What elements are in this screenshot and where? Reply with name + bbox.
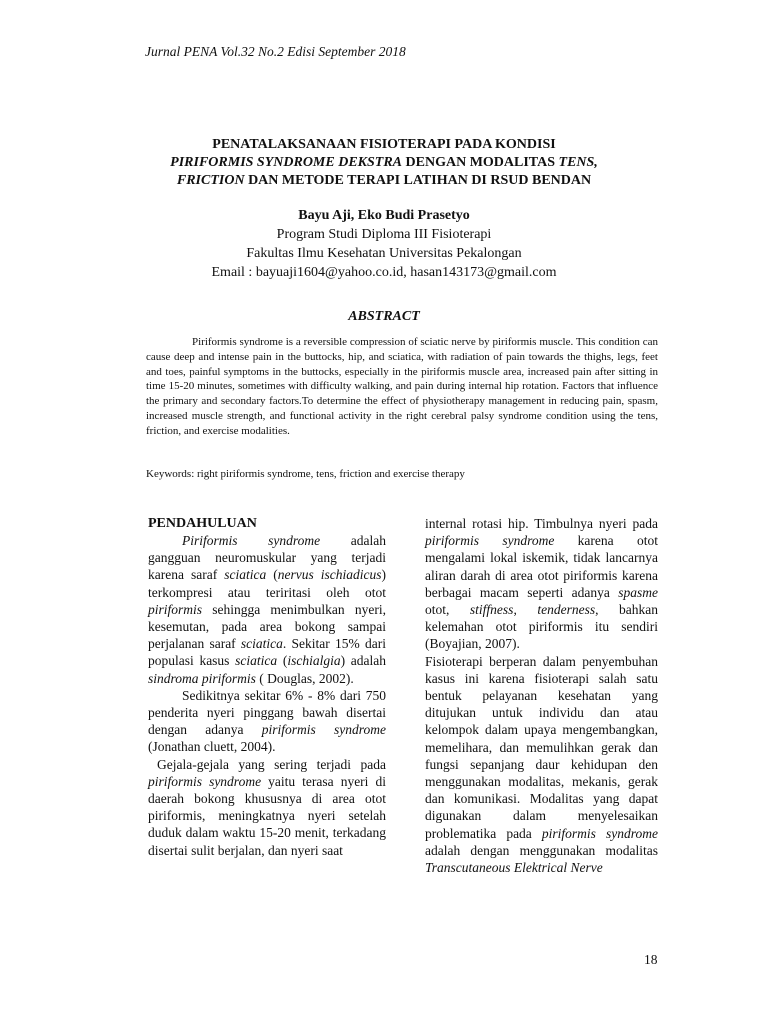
italic-term: nervus ischiadicus (277, 567, 382, 583)
text-run: (Jonathan cluett, 2004). (148, 739, 276, 755)
page-number: 18 (644, 952, 658, 967)
text-run: ) terkompresi atau teriritasi oleh otot (148, 567, 386, 600)
italic-term: ischialgia (287, 653, 341, 669)
text-run: , bahkan kelemahan otot piriformis itu sendiri (Boyajian, 2007). (425, 602, 659, 652)
paper-title (120, 136, 648, 190)
title-line-3 (120, 172, 648, 190)
text-run: ) adalah (340, 653, 386, 669)
italic-term: piriformis syndrome (425, 533, 555, 549)
abstract-body: Piriformis syndrome is a reversible compression of sciatic nerve by piriformis muscle. This condition can cause deep and intense pain in the buttocks, hip, and sciatica, with radiation of pain towards the thighs, legs, feet and toes, painful symptoms in the buttocks, especially in the piriformis muscle area, increased pain after sitting in time 15-20 minutes, sometimes with difficulty walking, and pain during internal hip rotation. Factors that influence the primary and secondary factors.To determine the effect of physiotherapy management in reducing pain, spasm, increased muscle strength, and functional activity in the right cerebral palsy syndrome condition using the tens, friction, and exercise modalities. (146, 336, 658, 437)
text-run: otot, (425, 602, 470, 618)
author-email: Email : bayuaji1604@yahoo.co.id, hasan143173@gmail.com (211, 265, 557, 280)
text-run: Fisioterapi berperan dalam penyembuhan kasus ini karena fisioterapi salah satu bentuk pelayanan kesehatan yang ditujukan untuk individu dan atau kelompok dalam upaya mengembangkan, memelihara, dan memulihkan gerak dan fungsi sepanjang daur kehidupan den menggunakan modalitas, mekanis, gerak dan komunikasi. Modalitas yang dapat digunakan dalam menyelesaikan problematika pada (425, 653, 658, 841)
italic-term: Transcutaneous Elektrical Nerve (425, 860, 603, 876)
title-italic-part: FRICTION (176, 173, 245, 188)
italic-term: piriformis syndrome (261, 722, 386, 738)
text-run: internal rotasi hip. Timbulnya nyeri pada (425, 516, 658, 531)
text-run: adalah gangguan neuromuskular yang terjadi karena saraf (148, 533, 386, 583)
journal-header: Jurnal PENA Vol.32 No.2 Edisi September 2018 (145, 44, 406, 59)
italic-term: stiffness (469, 602, 514, 618)
body-paragraph (425, 653, 658, 877)
italic-term: sindroma piriformis (148, 670, 256, 686)
text-run: sehingga menimbulkan nyeri, kesemutan, pada area bokong sampai perjalanan saraf (148, 601, 386, 652)
italic-term: piriformis syndrome (541, 825, 658, 841)
italic-term: piriformis (148, 601, 203, 617)
italic-term: piriformis syndrome (148, 773, 262, 789)
text-run: , (513, 602, 538, 618)
title-italic-part: TENS, (558, 155, 598, 170)
left-column (148, 515, 386, 859)
italic-term: sciatica (224, 567, 267, 583)
section-heading: PENDAHULUAN (148, 516, 257, 531)
abstract-heading: ABSTRACT (348, 309, 420, 324)
text-run: adalah dengan menggunakan modalitas (425, 842, 658, 858)
title-line-2 (120, 154, 648, 172)
text-run: ( Douglas, 2002). (255, 670, 354, 686)
author-names: Bayu Aji, Eko Budi Prasetyo (298, 208, 470, 223)
author-block (120, 206, 648, 282)
italic-term: spasme (618, 584, 658, 600)
title-line-1: PENATALAKSANAAN FISIOTERAPI PADA KONDISI (212, 137, 556, 152)
author-faculty: Fakultas Ilmu Kesehatan Universitas Pekalongan (246, 246, 522, 261)
author-program: Program Studi Diploma III Fisioterapi (276, 227, 492, 242)
title-part: DAN METODE TERAPI LATIHAN DI RSUD BENDAN (244, 173, 592, 188)
title-italic-part: PIRIFORMIS SYNDROME DEKSTRA (170, 155, 403, 170)
text-run: ( (266, 567, 278, 583)
body-paragraph (148, 756, 386, 859)
body-paragraph (425, 515, 658, 653)
text-run: . Sekitar 15% dari populasi kasus (148, 636, 386, 669)
text-run: Gejala-gejala yang sering terjadi pada (157, 756, 386, 772)
title-part: DENGAN MODALITAS (402, 155, 559, 170)
body-paragraph (148, 532, 386, 687)
keywords: Keywords: right piriformis syndrome, tens, friction and exercise therapy (146, 468, 465, 480)
italic-term: sciatica (240, 636, 283, 652)
text-run: ( (277, 653, 288, 669)
text-run: karena otot mengalami lokal iskemik, tidak lancarnya aliran darah di area otot piriformis karena berbagai macam seperti adanya (425, 533, 658, 600)
body-paragraph (148, 687, 386, 756)
text-run: Sedikitnya sekitar 6% - 8% dari 750 penderita nyeri pinggang bawah disertai dengan adanya (148, 687, 386, 738)
italic-term: tenderness (537, 602, 596, 618)
italic-term: sciatica (235, 653, 278, 669)
italic-term: Piriformis syndrome (182, 533, 321, 548)
text-run: yaitu terasa nyeri di daerah bokong khususnya di area otot piriformis, meningkatnya nyeri setelah duduk dalam waktu 15-20 menit, terkadang disertai sulit berjalan, dan nyeri saat (148, 773, 386, 858)
right-column (425, 515, 658, 876)
